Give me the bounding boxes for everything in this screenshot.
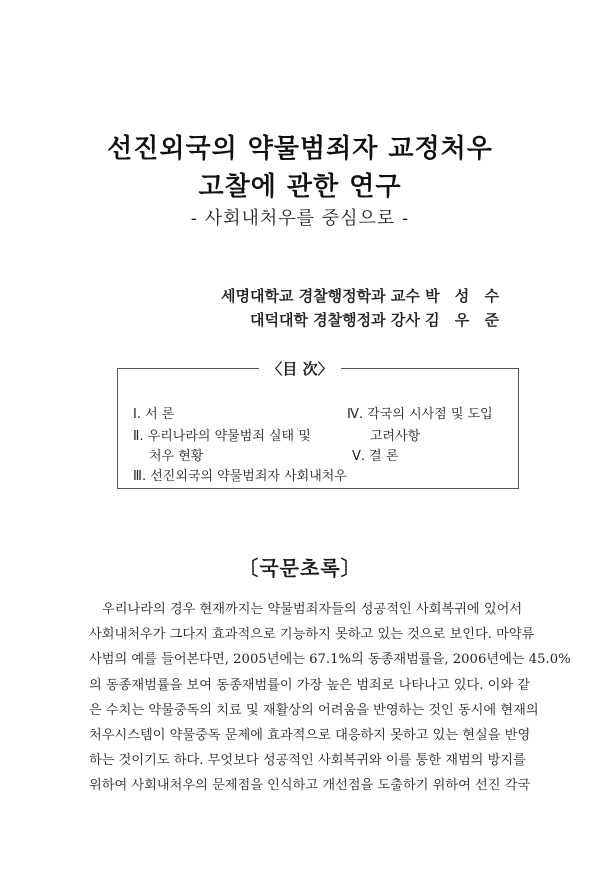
toc-item-4: Ⅳ. 각국의 시사점 및 도입 bbox=[347, 407, 493, 422]
author-2-name: 김 우 준 bbox=[425, 311, 504, 329]
abstract-line: 하는 것이기도 하다. 무엇보다 성공적인 사회복귀와 이를 통한 재범의 방지를 bbox=[89, 753, 526, 769]
paper-title-line-2: 고찰에 관한 연구 bbox=[198, 172, 402, 202]
toc-item-2-cont: 처우 현황 bbox=[149, 449, 204, 464]
abstract-body bbox=[89, 597, 571, 799]
author-1-affiliation: 세명대학교 경찰행정학과 교수 bbox=[221, 287, 420, 305]
toc-item-2: Ⅱ. 우리나라의 약물범죄 실태 및 bbox=[133, 429, 311, 444]
abstract-line: 의 동종재범률을 보여 동종재범률이 가장 높은 범죄로 나타나고 있다. 이와 같 bbox=[89, 677, 531, 693]
toc-item-1: Ⅰ. 서 론 bbox=[133, 407, 175, 422]
abstract-line: 은 수치는 약물중독의 치료 및 재활상의 어려움을 반영하는 것인 동시에 현재의 bbox=[89, 702, 539, 718]
abstract-line: 사범의 예를 들어본다면, 2005년에는 67.1%의 동종재범률을, 2006년에는 45.0% bbox=[89, 652, 571, 668]
abstract-line: 위하여 사회내처우의 문제점을 인식하고 개선점을 도출하기 위하여 선진 각국 bbox=[89, 778, 531, 794]
abstract-line: 사회내처우가 그다지 효과적으로 기능하지 못하고 있는 것으로 보인다. 마약류 bbox=[89, 627, 535, 643]
author-1 bbox=[221, 285, 504, 306]
author-2-affiliation: 대덕대학 경찰행정과 강사 bbox=[250, 311, 420, 329]
toc-item-4-cont: 고려사항 bbox=[370, 429, 421, 444]
toc-item-3: Ⅲ. 선진외국의 약물범죄자 사회내처우 bbox=[133, 469, 347, 484]
author-1-name: 박 성 수 bbox=[425, 287, 504, 305]
paper-subtitle: - 사회내처우를 중심으로 - bbox=[190, 208, 410, 229]
paper-title-line-1: 선진외국의 약물범죄자 교정처우 bbox=[107, 134, 493, 164]
author-2 bbox=[250, 309, 504, 330]
toc-heading: 〈目 次〉 bbox=[0, 358, 600, 379]
toc-item-5: Ⅴ. 결 론 bbox=[352, 449, 399, 464]
abstract-line: 처우시스템이 약물중독 문제에 효과적으로 대응하지 못하고 있는 현실을 반영 bbox=[89, 728, 531, 744]
abstract-line: 우리나라의 경우 현재까지는 약물범죄자들의 성공적인 사회복귀에 있어서 bbox=[102, 602, 523, 617]
abstract-heading: 〔국문초록〕 bbox=[238, 556, 362, 580]
